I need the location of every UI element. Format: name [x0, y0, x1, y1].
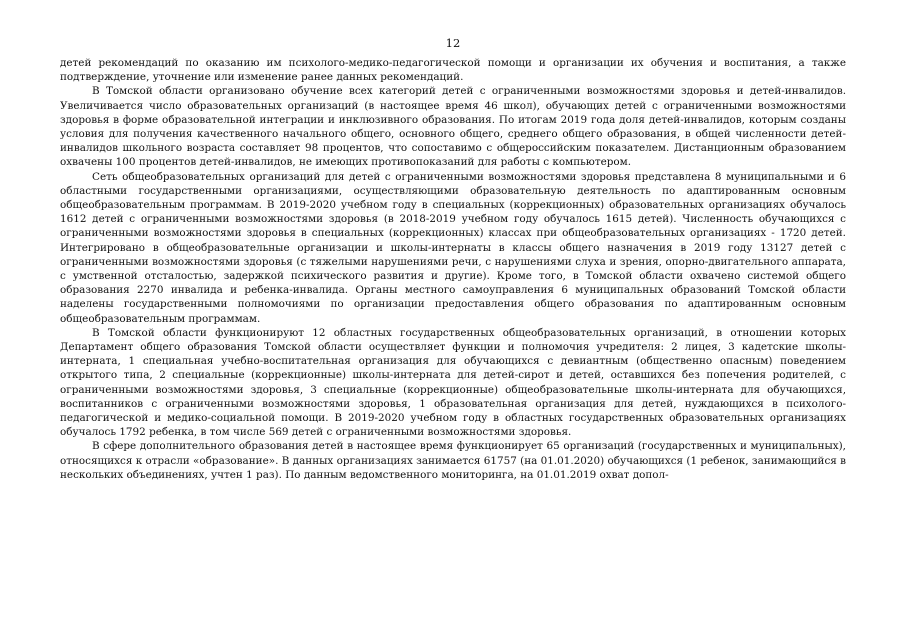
document-page: [60, 36, 846, 482]
paragraph-3: Сеть общеобразовательных организаций для детей с ограниченными возможностями здоровья представлена 8 муниципальными и 6 областными государственными организациями, осуществляющими образовательную деятельность по адаптированным основным общеобразовательным программам. В 2019-2020 учебном году в специальных (коррекционных) образовательных организациях обучалось 1612 детей с ограниченными возможностями здоровья (в 2018-2019 учебном году обучалось 1615 детей). Численность обучающихся с ограниченными возможностями здоровья в специальных (коррекционных) классах при общеобразовательных организациях - 1720 детей. Интегрировано в общеобразовательные организации и школы-интернаты в классы общего назначения в 2019 году 13127 детей с ограниченными возможностями здоровья (с тяжелыми нарушениями речи, с нарушениями слуха и зрения, опорно-двигательного аппарата, с умственной отсталостью, задержкой психического развития и другие). Кроме того, в Томской области охвачено системой общего образования 2270 инвалида и ребенка-инвалида. Органы местного самоуправления 6 муниципальных образований Томской области наделены государственными полномочиями по организации предоставления общего образования по адаптированным основным общеобразовательным программам.: [60, 170, 846, 325]
page-number: 12: [445, 36, 461, 50]
paragraph-1: детей рекомендаций по оказанию им психолого-медико-педагогической помощи и организации их обучения и воспитания, а также подтверждение, уточнение или изменение ранее данных рекомендаций.: [60, 57, 846, 84]
paragraph-4: В Томской области функционируют 12 областных государственных общеобразовательных организаций, в отношении которых Департамент общего образования Томской области осуществляет функции и полномочия учредителя: 2 лицея, 3 кадетские школы-интерната, 1 специальная учебно-воспитательная организация для обучающихся с девиантным (общественно опасным) поведением открытого типа, 2 специальные (коррекционные) школы-интерната для детей-сирот и детей, оставшихся без попечения родителей, с ограниченными возможностями здоровья, 3 специальные (коррекционные) общеобразовательные школы-интерната для обучающихся, воспитанников с ограниченными возможностями здоровья, 1 образовательная организация для детей, нуждающихся в психолого-педагогической и медико-социальной помощи. В 2019-2020 учебном году в областных государственных образовательных организациях обучалось 1792 ребенка, в том числе 569 детей с ограниченными возможностями здоровья.: [60, 326, 846, 439]
paragraph-2: В Томской области организовано обучение всех категорий детей с ограниченными возможностями здоровья и детей-инвалидов. Увеличивается число образовательных организаций (в настоящее время 46 школ), обучающих детей с ограниченными возможностями здоровья в форме образовательной интеграции и инклюзивного образования. По итогам 2019 года доля детей-инвалидов, которым созданы условия для получения качественного начального общего, основного общего, среднего общего образования, в общей численности детей-инвалидов школьного возраста составляет 98 процентов, что сопоставимо с общероссийским показателем. Дистанционным образованием охвачены 100 процентов детей-инвалидов, не имеющих противопоказаний для работы с компьютером.: [60, 85, 846, 169]
paragraph-5: В сфере дополнительного образования детей в настоящее время функционирует 65 организаций (государственных и муниципальных), относящихся к отрасли «образование». В данных организациях занимается 61757 (на 01.01.2020) обучающихся (1 ребенок, занимающийся в нескольких объединениях, учтен 1 раз). По данным ведомственного мониторинга, на 01.01.2019 охват допол-: [60, 440, 846, 481]
